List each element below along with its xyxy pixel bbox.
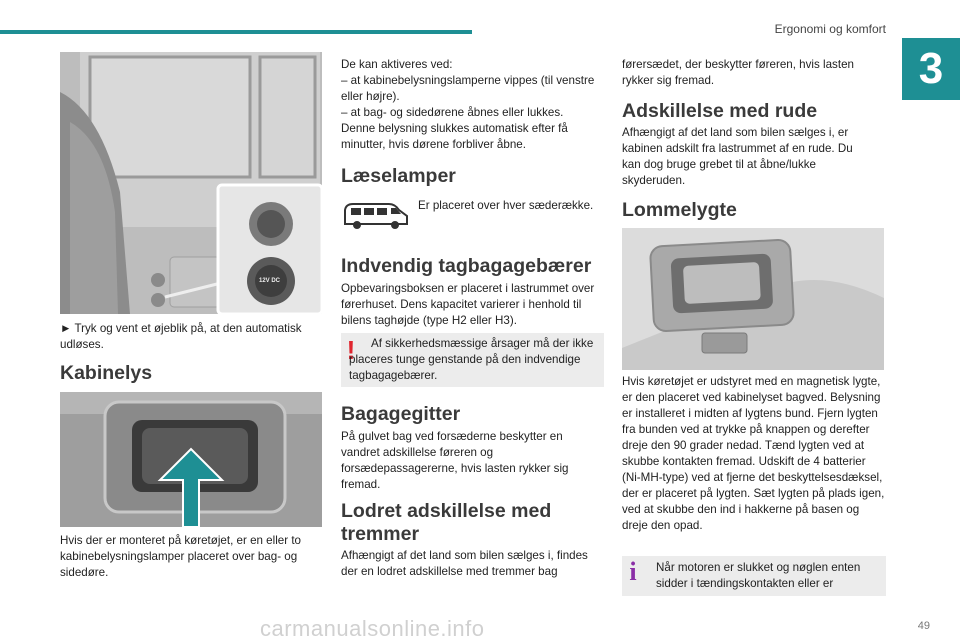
activation-line-3: – at bag- og sidedørene åbnes eller lukkes. xyxy=(341,106,564,119)
van-icon xyxy=(341,200,411,230)
info-icon: i xyxy=(629,557,637,586)
continuation-text: førersædet, der beskytter føreren, hvis lasten rykker sig fremad. xyxy=(622,58,854,87)
section-title: Ergonomi og komfort xyxy=(774,22,886,36)
heading-tagbagage: Indvendig tagbagagebærer xyxy=(341,255,592,277)
activation-line-4: Denne belysning slukkes automatisk efter få minutter, hvis dørene forbliver åbne. xyxy=(341,122,568,151)
heading-bagagegitter: Bagagegitter xyxy=(341,403,461,425)
socket-photo xyxy=(60,52,322,314)
step-text: ► Tryk og vent et øjeblik på, at den automatisk udløses. xyxy=(60,322,302,351)
warning-icon: ! xyxy=(346,335,356,365)
socket-label: 12V DC xyxy=(259,278,281,284)
chapter-tab: 3 xyxy=(902,38,960,100)
bagagegitter-text: På gulvet bag ved forsæderne beskytter en vandret adskillelse føreren og forsædepassagererne, hvis lasten rykker sig fremad. xyxy=(341,430,569,491)
info-text: Når motoren er slukket og nøglen enten sidder i tændingskontakten eller er xyxy=(656,561,861,590)
heading-laeselamper: Læselamper xyxy=(341,165,456,187)
rude-text: Afhængigt af det land som bilen sælges i, er kabinen adskilt fra lastrummet af en rude. Du kan dog bruge grebet til at åbne/lukke skyderuden. xyxy=(622,126,853,187)
info-box xyxy=(622,556,886,596)
activation-line-1: De kan aktiveres ved: xyxy=(341,58,453,71)
socket-illustration xyxy=(60,52,322,314)
flashlight-illustration xyxy=(622,228,884,370)
tagbagage-text: Opbevaringsboksen er placeret i lastrummet over førerhuset. Dens kapacitet varierer i henhold til bilens taghøjde (type H2 eller H3). xyxy=(341,282,595,327)
laeselamper-text: Er placeret over hver sæderække. xyxy=(418,199,594,212)
kabinelys-text: Hvis der er monteret på køretøjet, er en eller to kabinebelysningslamper placeret over bag- og sidedøre. xyxy=(60,534,301,579)
cabin-light-illustration xyxy=(60,392,322,527)
activation-line-2: – at kabinebelysningslamperne vippes (til venstre eller højre). xyxy=(341,74,595,103)
cabin-light-photo xyxy=(60,392,322,527)
lommelygte-text: Hvis køretøjet er udstyret med en magnetisk lygte, er den placeret ved kabinelyset bagved. Belysning er installeret i midten af lygtens bund. Fjern lygten fra bunden ved at trykke på knappen og derefter dreje den 90 grader nedad. Tænd lygten ved at skubbe kontakten fremad. Udskift de 4 batterier (Ni-MH-type) ved at fjerne det beskyttelsesdæksel, der er placeret på lygten. Sæt lygten på plads igen, ved at skubbe den ind i hakkerne på basen og dreje den opad. xyxy=(622,375,885,532)
heading-rude: Adskillelse med rude xyxy=(622,100,818,122)
header-accent-bar xyxy=(0,30,472,34)
heading-lodret: Lodret adskillelse med tremmer xyxy=(341,500,552,545)
heading-lommelygte: Lommelygte xyxy=(622,199,737,221)
watermark: carmanualsonline.info xyxy=(260,616,485,641)
warning-text: Af sikkerhedsmæssige årsager må der ikke placeres tunge genstande på den indvendige tagbagagebærer. xyxy=(349,337,594,382)
flashlight-photo xyxy=(622,228,884,370)
page-number: 49 xyxy=(917,620,930,632)
warning-box xyxy=(341,333,604,387)
heading-kabinelys: Kabinelys xyxy=(60,362,153,384)
lodret-text: Afhængigt af det land som bilen sælges i, findes der en lodret adskillelse med tremmer bag xyxy=(341,549,588,578)
